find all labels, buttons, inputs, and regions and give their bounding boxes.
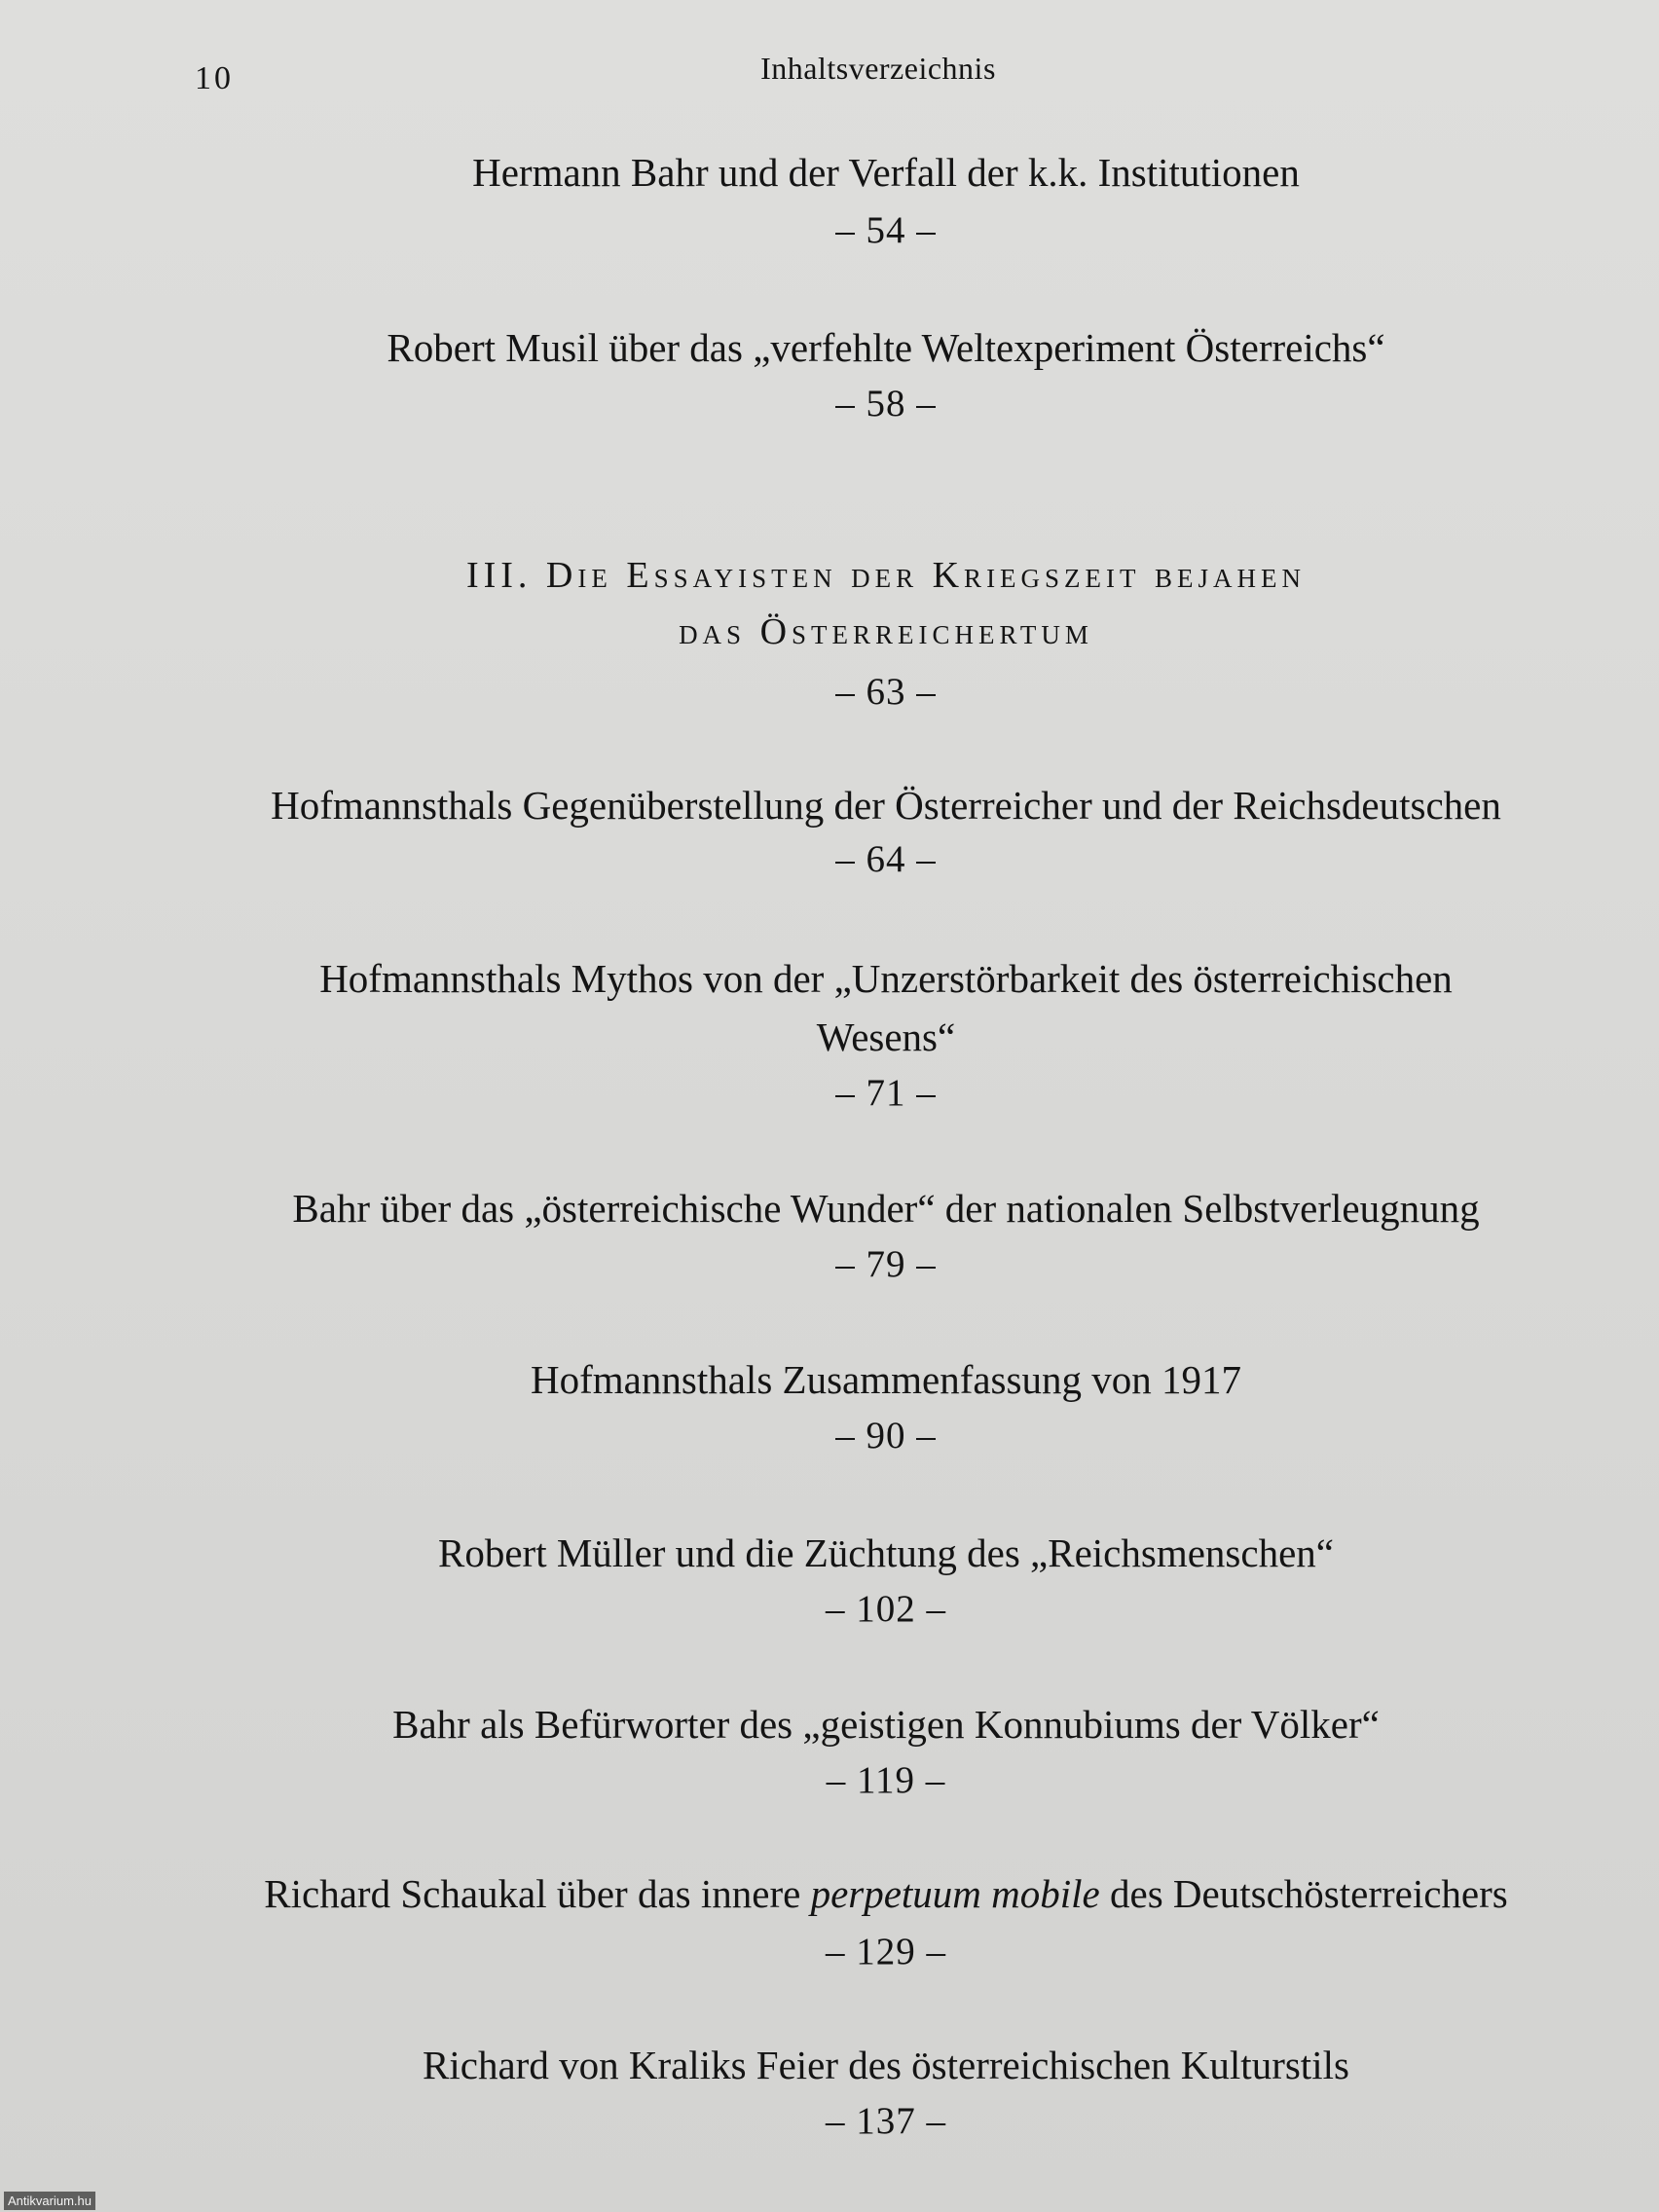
watermark: Antikvarium.hu (4, 2192, 95, 2210)
section-heading-line-2: das Österreichertum (679, 611, 1093, 652)
toc-entry-title: Bahr über das „österreichische Wunder“ der nationalen Selbstverleugnung (292, 1186, 1480, 1231)
page-number: 10 (195, 60, 234, 96)
toc-entry-title: Bahr als Befürworter des „geistigen Konnubiums der Völker“ (392, 1702, 1380, 1747)
toc-entry-title: Hofmannsthals Zusammenfassung von 1917 (531, 1357, 1241, 1402)
toc-entry-page: – 102 – (826, 1588, 946, 1630)
toc-entry-title: Hermann Bahr und der Verfall der k.k. Institutionen (472, 150, 1300, 195)
toc-entry-page: – 79 – (835, 1243, 937, 1285)
section-page: – 63 – (835, 671, 937, 713)
toc-entry-title: Hofmannsthals Mythos von der „Unzerstörbarkeit des österreichischen (319, 956, 1453, 1001)
toc-entry-page: – 119 – (826, 1759, 946, 1801)
section-heading-line-1: III. Die Essayisten der Kriegszeit bejahen (465, 555, 1307, 596)
toc-entry-page: – 71 – (835, 1072, 937, 1114)
toc-entry-page: – 137 – (826, 2100, 946, 2142)
toc-entry-title: Hofmannsthals Gegenüberstellung der Österreicher und der Reichsdeutschen (271, 783, 1501, 828)
toc-entry-page: – 58 – (835, 383, 937, 424)
show-through-heading (0, 248, 1659, 307)
toc-entry-title: Robert Müller und die Züchtung des „Reichsmenschen“ (438, 1530, 1334, 1575)
toc-entry-title-part: des Deutschösterreichers (1099, 1871, 1508, 1916)
toc-entry-title: Robert Musil über das „verfehlte Weltexperiment Österreichs“ (387, 325, 1385, 370)
toc-entry-title-continued: Wesens“ (816, 1014, 956, 1059)
toc-entry-title-italic: perpetuum mobile (810, 1871, 1100, 1916)
toc-entry-page: – 54 – (835, 209, 937, 251)
toc-entry-page: – 64 – (835, 838, 937, 880)
toc-entry-page: – 90 – (835, 1415, 937, 1456)
toc-entry-title-part: Richard Schaukal über das innere (264, 1871, 811, 1916)
running-head: Inhaltsverzeichnis (760, 51, 996, 86)
toc-entry-title: Richard von Kraliks Feier des österreichischen Kulturstils (423, 2043, 1349, 2087)
toc-entry-title (136, 1863, 1636, 1924)
toc-entry-page: – 129 – (826, 1931, 946, 1972)
